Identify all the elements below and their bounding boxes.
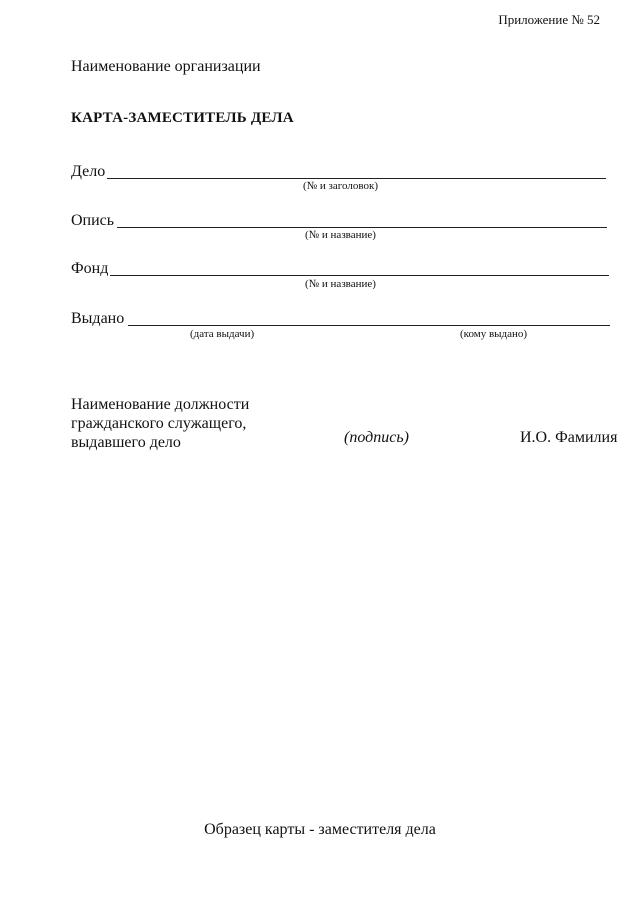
vydano-whom-hint: (кому выдано) (460, 328, 528, 340)
organization-name: Наименование организации (71, 58, 261, 75)
position-line: Наименование должности (71, 396, 250, 413)
vydano-label: Выдано (71, 310, 125, 327)
position-title-block (71, 395, 249, 452)
fond-line (110, 275, 609, 276)
signature-placeholder: (подпись) (344, 429, 409, 446)
delo-line (107, 178, 606, 179)
position-line: выдавшего дело (71, 434, 181, 451)
name-placeholder: И.О. Фамилия (520, 429, 618, 446)
fond-hint: (№ и название) (305, 278, 376, 290)
figure-caption: Образец карты - заместителя дела (204, 821, 436, 838)
fond-label: Фонд (71, 260, 109, 277)
position-line: гражданского служащего, (71, 415, 247, 432)
opis-line (117, 227, 607, 228)
opis-label: Опись (71, 212, 115, 229)
document-title: КАРТА-ЗАМЕСТИТЕЛЬ ДЕЛА (71, 110, 294, 126)
delo-label: Дело (71, 163, 106, 180)
appendix-number: Приложение № 52 (498, 12, 600, 27)
delo-hint: (№ и заголовок) (303, 180, 378, 192)
opis-hint: (№ и название) (305, 229, 376, 241)
vydano-line (128, 325, 610, 326)
vydano-date-hint: (дата выдачи) (190, 328, 255, 340)
